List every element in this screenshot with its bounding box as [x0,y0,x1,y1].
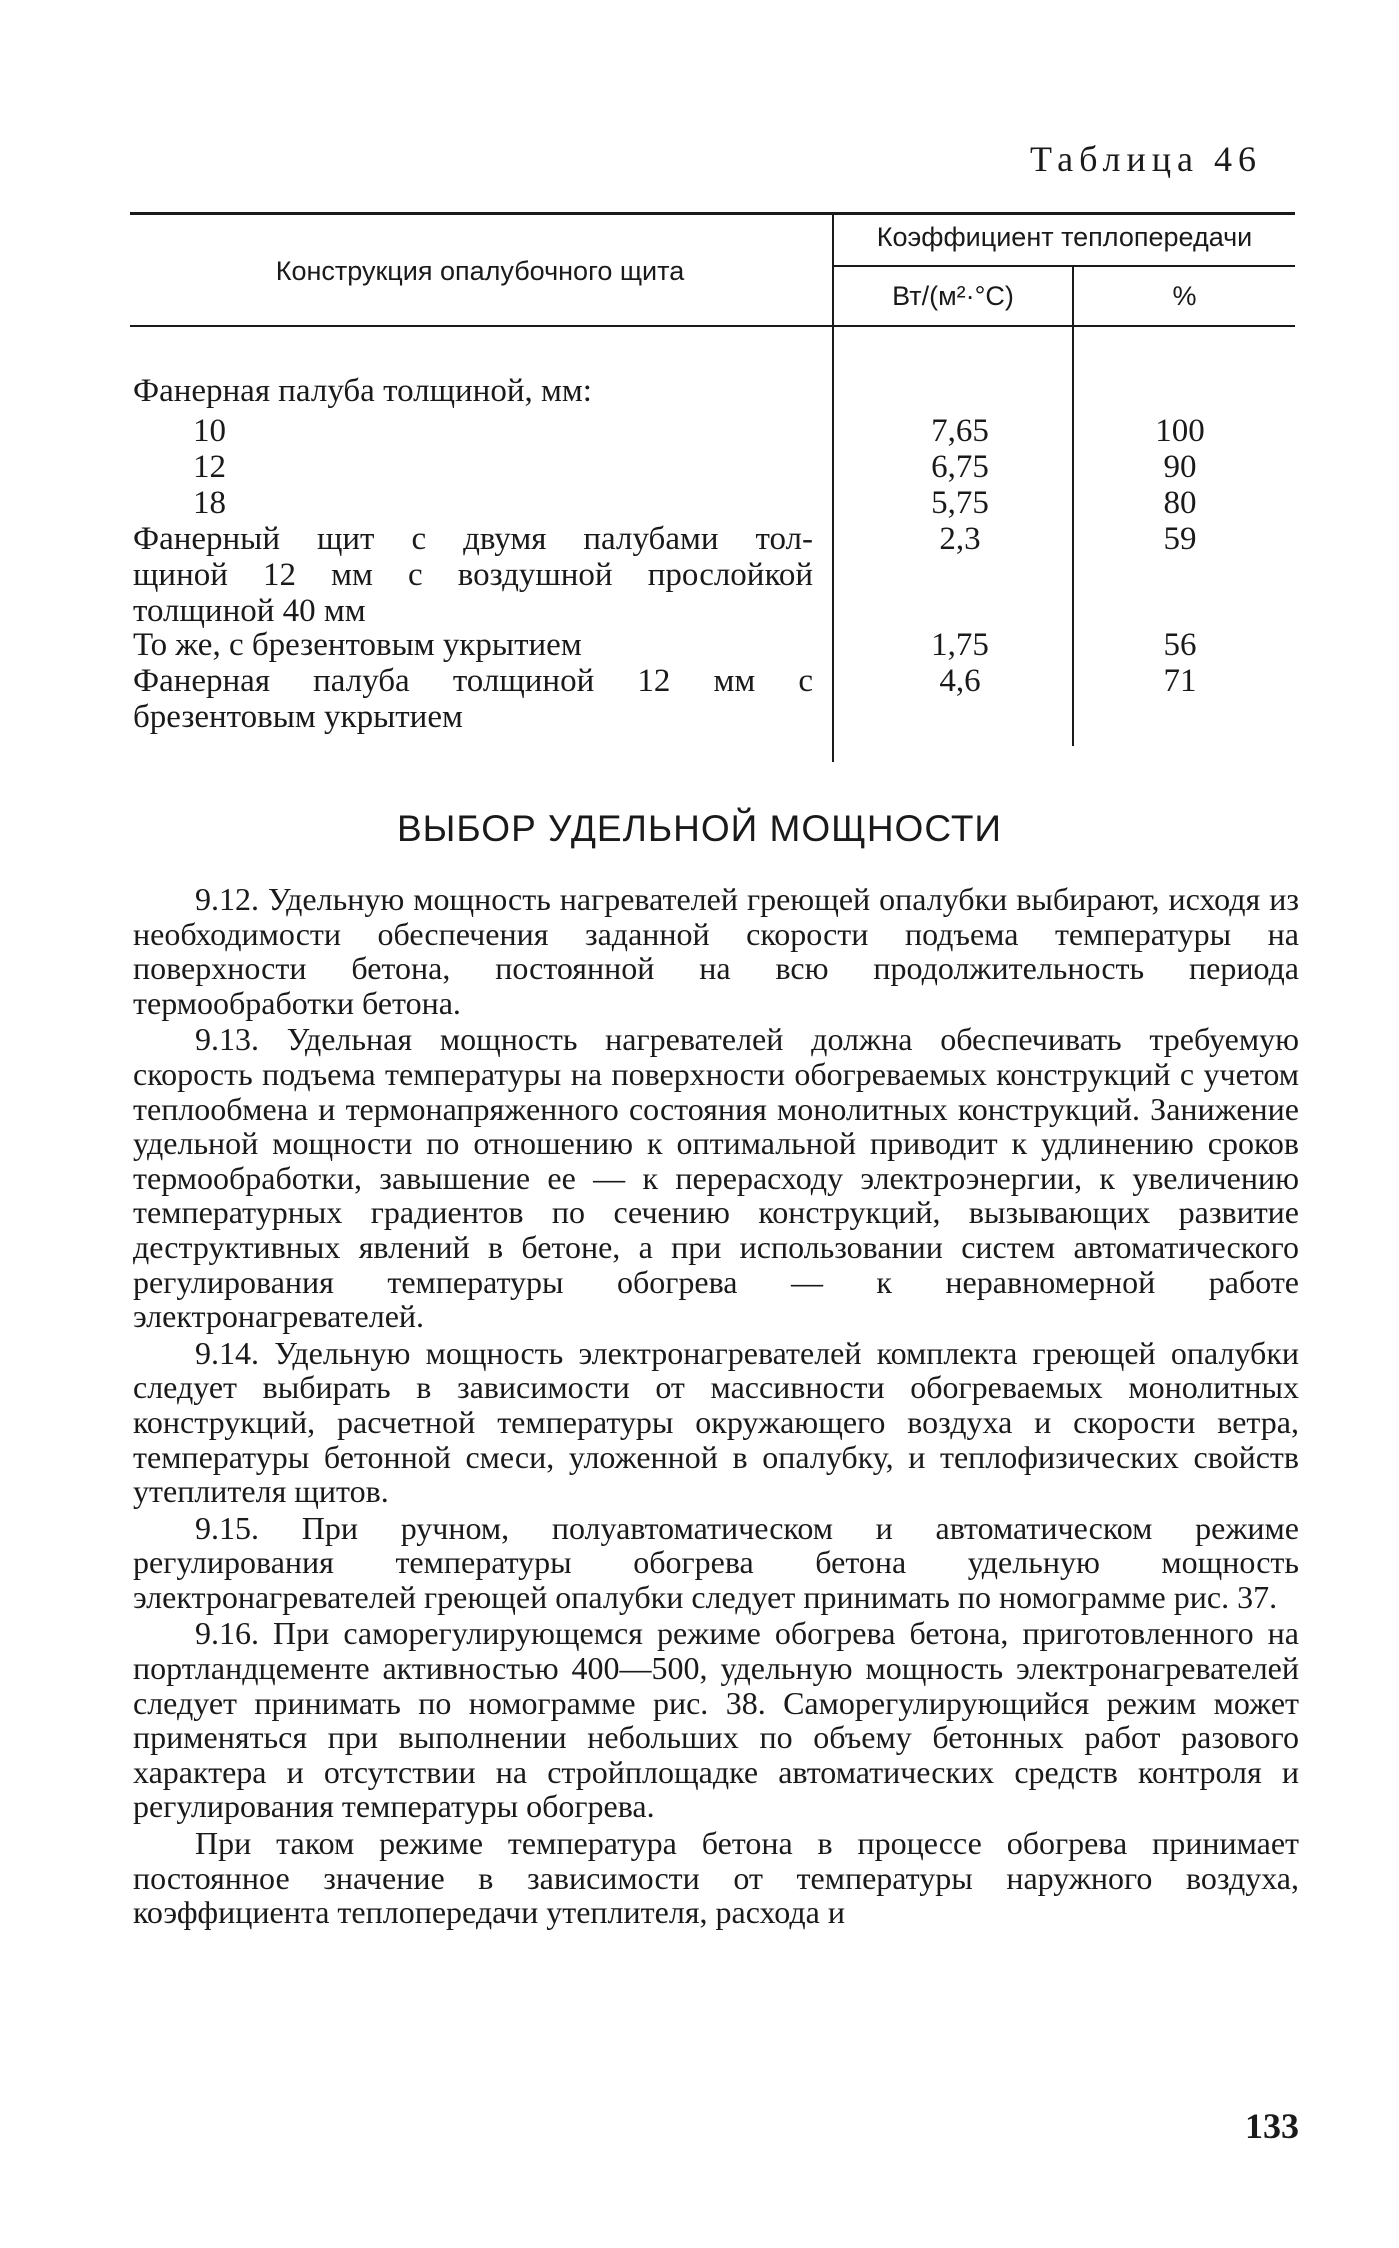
paragraph-9-13: 9.13. Удельная мощность нагревателей должна обеспечивать требуемую скорость подъема температуры на поверхности обогреваемых конструкций с учетом теплообмена и термонапряженного состояния монолитных конструкций. Занижение удельной мощности по отношению к оптимальной приводит к удлинению сроков термообработки, завышение ее — к перерасходу электроэнергии, к увеличению температурных градиентов по сечению конструкций, вызывающих развитие деструктивных явлений в бетоне, а при использовании систем автоматического регулирования температуры обогрева — к неравномерной работе электронагревателей. [133,1021,1299,1335]
table-row-label: 10 [193,413,226,449]
section-heading: ВЫБОР УДЕЛЬНОЙ МОЩНОСТИ [396,808,1003,849]
table-label: Таблица 46 [1030,139,1262,179]
table-cell-percent: 100 [1155,413,1205,449]
table-cell-percent: 71 [1163,663,1197,699]
table-row-heading: Фанерная палуба толщиной, мм: [133,373,592,409]
table-row-label-line: щиной 12 мм с воздушной прослойкой [133,557,813,593]
table-cell-value: 1,75 [931,627,989,663]
column-header-coefficient: Коэффициент теплопередачи [876,222,1253,252]
table-cell-percent: 90 [1163,449,1197,485]
table-row-label: То же, с брезентовым укрытием [133,627,582,663]
table-row-label-line: брезентовым укрытием [133,699,463,735]
table-row-label-line: толщиной 40 мм [133,593,366,629]
paragraph-9-14: 9.14. Удельную мощность электронагревателей комплекта греющей опалубки следует выбирать в зависимости от массивности обогреваемых монолитных конструкций, расчетной температуры окружающего воздуха и скорости ветра, температуры бетонной смеси, уложенной в опалубку, и теплофизических свойств утеплителя щитов. [133,1334,1299,1510]
table-row-label [133,521,813,629]
column-header-percent: % [1172,281,1197,311]
body-text [133,882,1299,1930]
table-row-label-line: Фанерная палуба толщиной 12 мм с [133,663,813,699]
table-cell-percent: 80 [1163,485,1197,521]
table-cell-value: 7,65 [931,413,989,449]
table-row-label: 12 [193,449,226,485]
table-row-label: 18 [193,485,226,521]
paragraph-9-16: 9.16. При саморегулирующемся режиме обогрева бетона, приготовленного на портландцементе активностью 400—500, удельную мощность электронагревателей следует принимать по номограмме рис. 38. Саморегулирующийся режим может применяться при выполнении небольших по объему бетонных работ разового характера и отсутствии на стройплощадке автоматических средств контроля и регулирования температуры обогрева. [133,1615,1299,1825]
table-row-label-line: Фанерный щит с двумя палубами тол- [133,521,813,557]
page-number: 133 [1245,2106,1299,2146]
table-cell-value: 2,3 [939,521,981,557]
table-row-label [133,663,813,735]
paragraph-9-12: 9.12. Удельную мощность нагревателей греющей опалубки выбирают, исходя из необходимости обеспечения заданной скорости подъема температуры на поверхности бетона, постоянной на всю продолжительность периода термообработки бетона. [133,881,1299,1021]
table-top-rule [130,212,1295,215]
column-header-construction: Конструкция опалубочного щита [275,256,685,286]
table-divider-2 [1072,266,1074,746]
table-cell-percent: 59 [1163,521,1197,557]
table-subheader-rule [834,265,1295,267]
table-cell-value: 5,75 [931,485,989,521]
column-header-unit: Вт/(м²·°С) [892,281,1014,311]
table-cell-percent: 56 [1163,627,1197,663]
paragraph-continuation: При таком режиме температура бетона в процессе обогрева принимает постоянное значение в зависимости от температуры наружного воздуха, коэффициента теплопередачи утеплителя, расхода и [133,1825,1299,1931]
table-cell-value: 6,75 [931,449,989,485]
paragraph-9-15: 9.15. При ручном, полуавтоматическом и автоматическом режиме регулирования температуры обогрева бетона удельную мощность электронагревателей греющей опалубки следует принимать по номограмме рис. 37. [133,1509,1299,1615]
table-header-rule [130,325,1295,327]
table-cell-value: 4,6 [939,663,981,699]
